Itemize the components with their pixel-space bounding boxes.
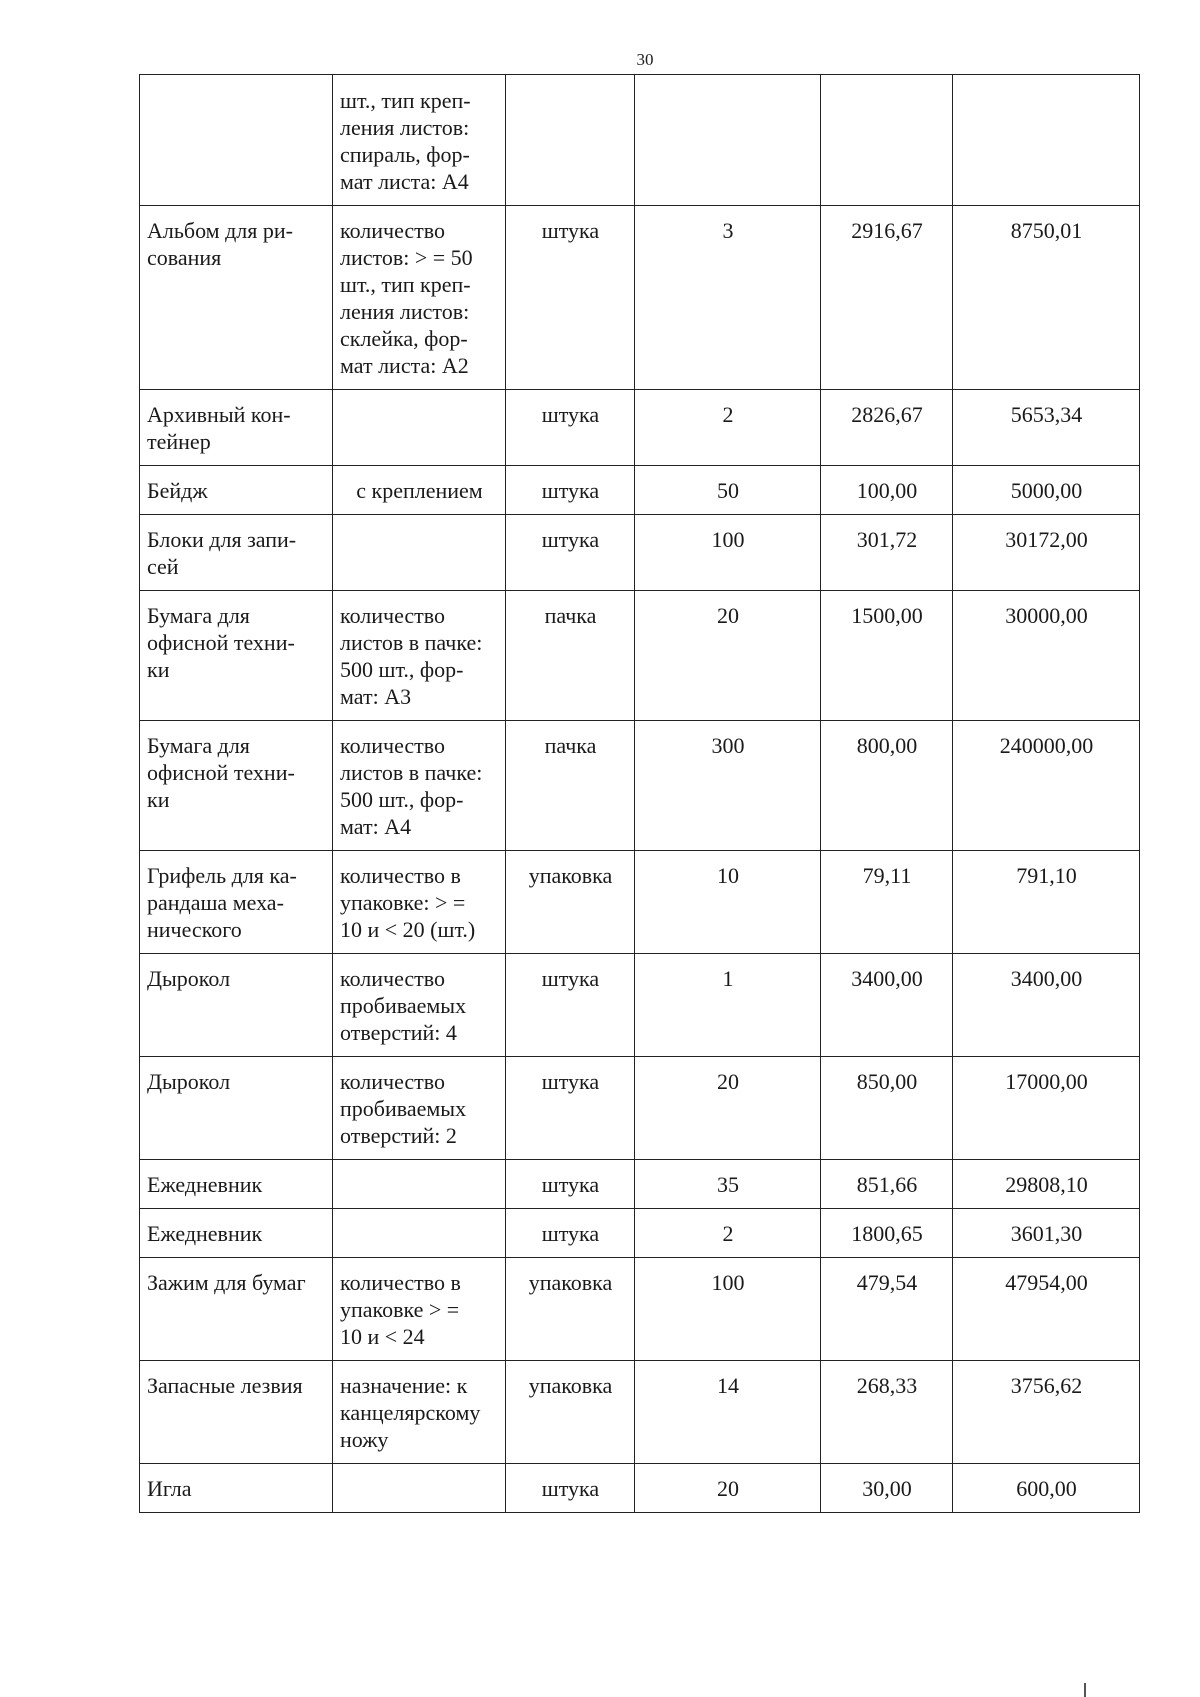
cell-unit: штука (506, 1464, 635, 1513)
page-number: 30 (636, 50, 654, 69)
cell-price: 800,00 (821, 721, 953, 851)
cell-qty: 3 (635, 206, 821, 390)
cell-sum: 3601,30 (953, 1209, 1140, 1258)
cell-sum: 8750,01 (953, 206, 1140, 390)
table-row (140, 206, 1140, 390)
cell-price: 301,72 (821, 515, 953, 591)
cell-unit: штука (506, 206, 635, 390)
cell-unit (506, 75, 635, 206)
cell-price: 1500,00 (821, 591, 953, 721)
cell-name: Бумага для офисной техни- ки (140, 591, 333, 721)
cell-unit: штука (506, 466, 635, 515)
cell-sum: 17000,00 (953, 1057, 1140, 1160)
cell-desc (333, 1464, 506, 1513)
cell-price: 1800,65 (821, 1209, 953, 1258)
cell-name: Зажим для бумаг (140, 1258, 333, 1361)
cell-sum: 600,00 (953, 1464, 1140, 1513)
cell-price: 479,54 (821, 1258, 953, 1361)
cell-sum: 240000,00 (953, 721, 1140, 851)
cell-price: 100,00 (821, 466, 953, 515)
table-row (140, 1464, 1140, 1513)
cell-qty: 10 (635, 851, 821, 954)
table-row (140, 1160, 1140, 1209)
cell-qty: 2 (635, 1209, 821, 1258)
cell-desc (333, 390, 506, 466)
table-row (140, 1258, 1140, 1361)
cell-name: Ежедневник (140, 1209, 333, 1258)
cell-desc: назначение: к канцелярскому ножу (333, 1361, 506, 1464)
cell-unit: штука (506, 515, 635, 591)
table-row (140, 1209, 1140, 1258)
cell-sum (953, 75, 1140, 206)
cell-unit: штука (506, 1160, 635, 1209)
cell-sum: 5653,34 (953, 390, 1140, 466)
cell-name (140, 75, 333, 206)
cell-sum: 5000,00 (953, 466, 1140, 515)
cell-unit: штука (506, 1057, 635, 1160)
cell-unit: упаковка (506, 1361, 635, 1464)
cell-desc: количество пробиваемых отверстий: 2 (333, 1057, 506, 1160)
cell-price: 850,00 (821, 1057, 953, 1160)
cell-sum: 3400,00 (953, 954, 1140, 1057)
cell-qty: 300 (635, 721, 821, 851)
cell-sum: 29808,10 (953, 1160, 1140, 1209)
table-row (140, 515, 1140, 591)
cell-desc: количество в упаковке > = 10 и < 24 (333, 1258, 506, 1361)
cell-unit: упаковка (506, 851, 635, 954)
cell-desc: количество листов: > = 50 шт., тип креп- ления листов: склейка, фор- мат листа: А2 (333, 206, 506, 390)
table-row (140, 721, 1140, 851)
cell-name: Бейдж (140, 466, 333, 515)
cell-name: Блоки для запи- сей (140, 515, 333, 591)
cell-sum: 3756,62 (953, 1361, 1140, 1464)
cell-name: Архивный кон- тейнер (140, 390, 333, 466)
cell-name: Игла (140, 1464, 333, 1513)
cell-qty: 20 (635, 591, 821, 721)
cell-desc: количество листов в пачке: 500 шт., фор- мат: А3 (333, 591, 506, 721)
table-row (140, 954, 1140, 1057)
scan-artifact-mark (1084, 1683, 1086, 1697)
table-row (140, 1361, 1140, 1464)
cell-desc: количество в упаковке: > = 10 и < 20 (шт.) (333, 851, 506, 954)
table-row (140, 591, 1140, 721)
cell-price: 2826,67 (821, 390, 953, 466)
cell-unit: штука (506, 1209, 635, 1258)
cell-desc: количество пробиваемых отверстий: 4 (333, 954, 506, 1057)
cell-qty: 20 (635, 1464, 821, 1513)
cell-qty: 100 (635, 1258, 821, 1361)
cell-sum: 47954,00 (953, 1258, 1140, 1361)
table-row (140, 466, 1140, 515)
cell-sum: 30000,00 (953, 591, 1140, 721)
cell-price: 851,66 (821, 1160, 953, 1209)
cell-qty: 100 (635, 515, 821, 591)
table-row (140, 1057, 1140, 1160)
cell-price: 79,11 (821, 851, 953, 954)
table-row (140, 390, 1140, 466)
cell-desc: шт., тип креп- ления листов: спираль, фор- мат листа: А4 (333, 75, 506, 206)
cell-unit: пачка (506, 591, 635, 721)
cell-qty: 20 (635, 1057, 821, 1160)
cell-name: Дырокол (140, 954, 333, 1057)
cell-name: Дырокол (140, 1057, 333, 1160)
cell-name: Альбом для ри- сования (140, 206, 333, 390)
cell-qty: 2 (635, 390, 821, 466)
cell-qty: 35 (635, 1160, 821, 1209)
cell-price: 3400,00 (821, 954, 953, 1057)
cell-desc (333, 1209, 506, 1258)
cell-name: Бумага для офисной техни- ки (140, 721, 333, 851)
cell-name: Грифель для ка- рандаша меха- нического (140, 851, 333, 954)
goods-table-body (140, 75, 1140, 1513)
cell-unit: штука (506, 390, 635, 466)
cell-desc (333, 515, 506, 591)
goods-table (139, 74, 1140, 1513)
table-row (140, 75, 1140, 206)
cell-sum: 30172,00 (953, 515, 1140, 591)
table-row (140, 851, 1140, 954)
cell-price: 30,00 (821, 1464, 953, 1513)
cell-name: Запасные лезвия (140, 1361, 333, 1464)
cell-price: 268,33 (821, 1361, 953, 1464)
cell-desc (333, 1160, 506, 1209)
cell-unit: упаковка (506, 1258, 635, 1361)
cell-qty: 50 (635, 466, 821, 515)
cell-unit: штука (506, 954, 635, 1057)
cell-price: 2916,67 (821, 206, 953, 390)
cell-qty: 14 (635, 1361, 821, 1464)
cell-name: Ежедневник (140, 1160, 333, 1209)
cell-qty: 1 (635, 954, 821, 1057)
cell-unit: пачка (506, 721, 635, 851)
cell-sum: 791,10 (953, 851, 1140, 954)
cell-desc: с креплением (333, 466, 506, 515)
cell-qty (635, 75, 821, 206)
cell-price (821, 75, 953, 206)
cell-desc: количество листов в пачке: 500 шт., фор- мат: А4 (333, 721, 506, 851)
